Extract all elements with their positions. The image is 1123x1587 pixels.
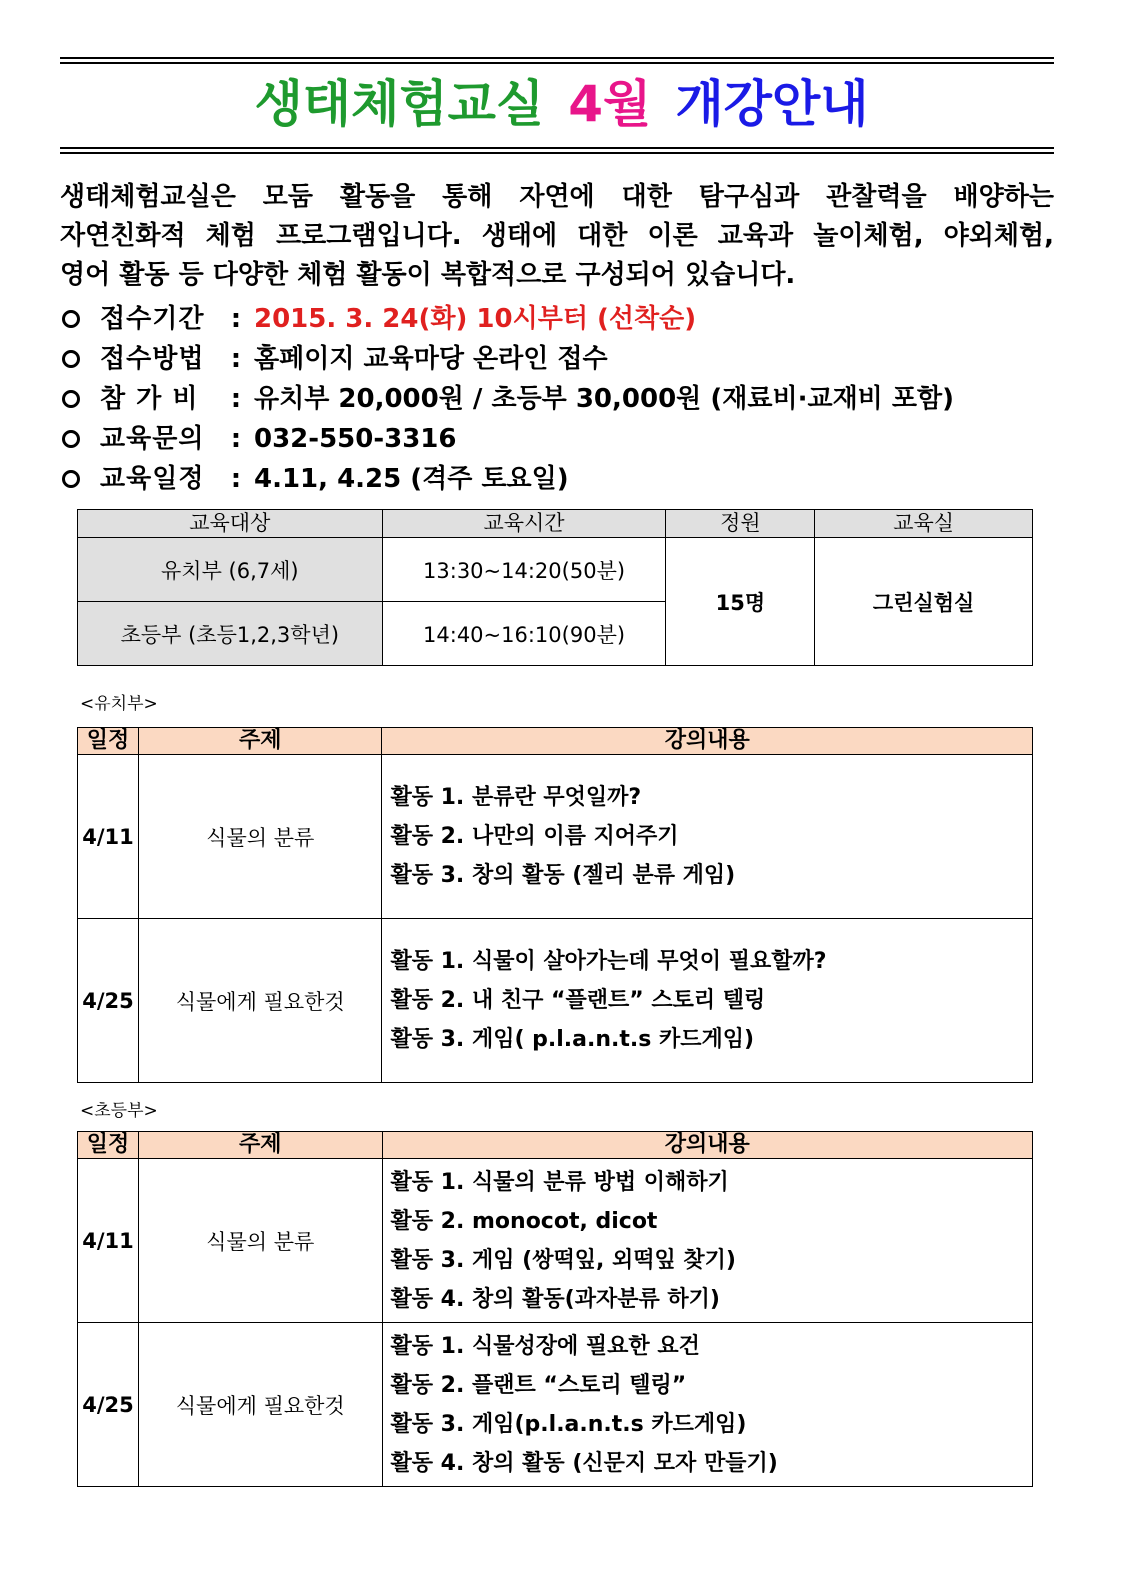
target-cell: 초등부 (초등1,2,3학년) xyxy=(78,602,383,666)
table-header-row xyxy=(78,1132,1033,1159)
column-header: 강의내용 xyxy=(382,1132,1033,1159)
table-row xyxy=(78,1323,1033,1487)
elementary-table xyxy=(77,1131,1033,1487)
info-colon: : xyxy=(230,464,242,494)
activity-line: 활동 1. 식물의 분류 방법 이해하기 xyxy=(390,1169,729,1195)
column-header: 교육대상 xyxy=(78,510,383,538)
activity-line: 활동 4. 창의 활동(과자분류 하기) xyxy=(390,1286,720,1312)
info-label: 교육문의 xyxy=(100,424,205,454)
content-cell xyxy=(382,919,1033,1083)
info-list xyxy=(62,299,1062,499)
table-header-row xyxy=(78,510,1033,538)
activity-line: 활동 3. 게임(p.l.a.n.t.s 카드게임) xyxy=(390,1411,747,1437)
info-value: 2015. 3. 24(화) 10시부터 (선착순) xyxy=(254,304,697,334)
intro-paragraph xyxy=(60,178,1054,295)
activity-line: 활동 3. 창의 활동 (젤리 분류 게임) xyxy=(390,863,736,888)
column-header: 교육시간 xyxy=(382,510,666,538)
circle-bullet-icon xyxy=(62,310,80,328)
table-row xyxy=(78,919,1033,1083)
bottom-rule-1 xyxy=(60,147,1054,149)
info-colon: : xyxy=(230,344,242,374)
intro-line: 영어 활동 등 다양한 체험 활동이 복합적으로 구성되어 있습니다. xyxy=(60,260,796,290)
info-value: 유치부 20,000원 / 초등부 30,000원 (재료비·교재비 포함) xyxy=(254,384,954,414)
activity-line: 활동 2. 플랜트 “스토리 텔링” xyxy=(390,1372,687,1398)
topic-cell: 식물의 분류 xyxy=(138,755,381,919)
column-header: 주제 xyxy=(138,728,381,755)
kinder-section-label: <유치부> xyxy=(80,694,158,714)
page-title xyxy=(0,68,1123,140)
info-label: 접수기간 xyxy=(100,304,205,334)
content-cell xyxy=(382,755,1033,919)
info-value: 홈페이지 교육마당 온라인 접수 xyxy=(254,344,608,374)
activity-line: 활동 1. 분류란 무엇일까? xyxy=(390,785,642,810)
column-header: 강의내용 xyxy=(382,728,1033,755)
top-rule-2 xyxy=(60,62,1054,64)
date-cell: 4/25 xyxy=(78,1323,139,1487)
top-rule-1 xyxy=(60,57,1054,59)
topic-cell: 식물에게 필요한것 xyxy=(138,919,381,1083)
content-cell xyxy=(382,1323,1033,1487)
info-item-fee xyxy=(62,379,1062,419)
date-cell: 4/11 xyxy=(78,1159,139,1323)
info-item-registration-period xyxy=(62,299,1062,339)
time-cell: 14:40~16:10(90분) xyxy=(382,602,666,666)
table-header-row xyxy=(78,728,1033,755)
info-label: 참 가 비 xyxy=(100,384,199,414)
activity-line: 활동 1. 식물성장에 필요한 요건 xyxy=(390,1333,700,1359)
circle-bullet-icon xyxy=(62,350,80,368)
topic-cell: 식물의 분류 xyxy=(138,1159,382,1323)
info-item-registration-method xyxy=(62,339,1062,379)
table-row xyxy=(78,1159,1033,1323)
info-colon: : xyxy=(230,304,242,334)
topic-cell: 식물에게 필요한것 xyxy=(138,1323,382,1487)
activity-line: 활동 2. 나만의 이름 지어주기 xyxy=(390,824,679,849)
date-cell: 4/25 xyxy=(78,919,139,1083)
info-item-schedule xyxy=(62,459,1062,499)
capacity-cell: 15명 xyxy=(666,538,815,666)
bottom-rule-2 xyxy=(60,152,1054,154)
info-value: 032-550-3316 xyxy=(254,424,457,454)
activity-line: 활동 3. 게임( p.l.a.n.t.s 카드게임) xyxy=(390,1027,755,1052)
title-part2: 4월 xyxy=(568,75,652,133)
title-part1: 생태체험교실 xyxy=(254,75,545,133)
column-header: 일정 xyxy=(78,728,139,755)
activity-line: 활동 3. 게임 (쌍떡잎, 외떡잎 찾기) xyxy=(390,1247,736,1273)
table-row xyxy=(78,538,1033,602)
intro-line: 생태체험교실은 모둠 활동을 통해 자연에 대한 탐구심과 관찰력을 배양하는 xyxy=(60,182,1054,212)
content-cell xyxy=(382,1159,1033,1323)
info-label: 접수방법 xyxy=(100,344,205,374)
target-cell: 유치부 (6,7세) xyxy=(78,538,383,602)
intro-line: 자연친화적 체험 프로그램입니다. 생태에 대한 이론 교육과 놀이체험, 야외체험, xyxy=(60,221,1054,251)
circle-bullet-icon xyxy=(62,430,80,448)
info-item-contact xyxy=(62,419,1062,459)
column-header: 주제 xyxy=(138,1132,382,1159)
schedule-table xyxy=(77,509,1033,666)
info-colon: : xyxy=(230,384,242,414)
activity-line: 활동 4. 창의 활동 (신문지 모자 만들기) xyxy=(390,1450,778,1476)
table-row xyxy=(78,755,1033,919)
room-cell: 그린실험실 xyxy=(815,538,1033,666)
activity-line: 활동 2. monocot, dicot xyxy=(390,1208,658,1234)
elementary-section-label: <초등부> xyxy=(80,1101,158,1121)
date-cell: 4/11 xyxy=(78,755,139,919)
info-colon: : xyxy=(230,424,242,454)
column-header: 교육실 xyxy=(815,510,1033,538)
circle-bullet-icon xyxy=(62,470,80,488)
kinder-table xyxy=(77,727,1033,1083)
column-header: 일정 xyxy=(78,1132,139,1159)
time-cell: 13:30~14:20(50분) xyxy=(382,538,666,602)
circle-bullet-icon xyxy=(62,390,80,408)
title-part3: 개강안내 xyxy=(675,75,869,133)
activity-line: 활동 2. 내 친구 “플랜트” 스토리 텔링 xyxy=(390,988,766,1013)
column-header: 정원 xyxy=(666,510,815,538)
info-label: 교육일정 xyxy=(100,464,205,494)
activity-line: 활동 1. 식물이 살아가는데 무엇이 필요할까? xyxy=(390,949,827,974)
info-value: 4.11, 4.25 (격주 토요일) xyxy=(254,464,569,494)
